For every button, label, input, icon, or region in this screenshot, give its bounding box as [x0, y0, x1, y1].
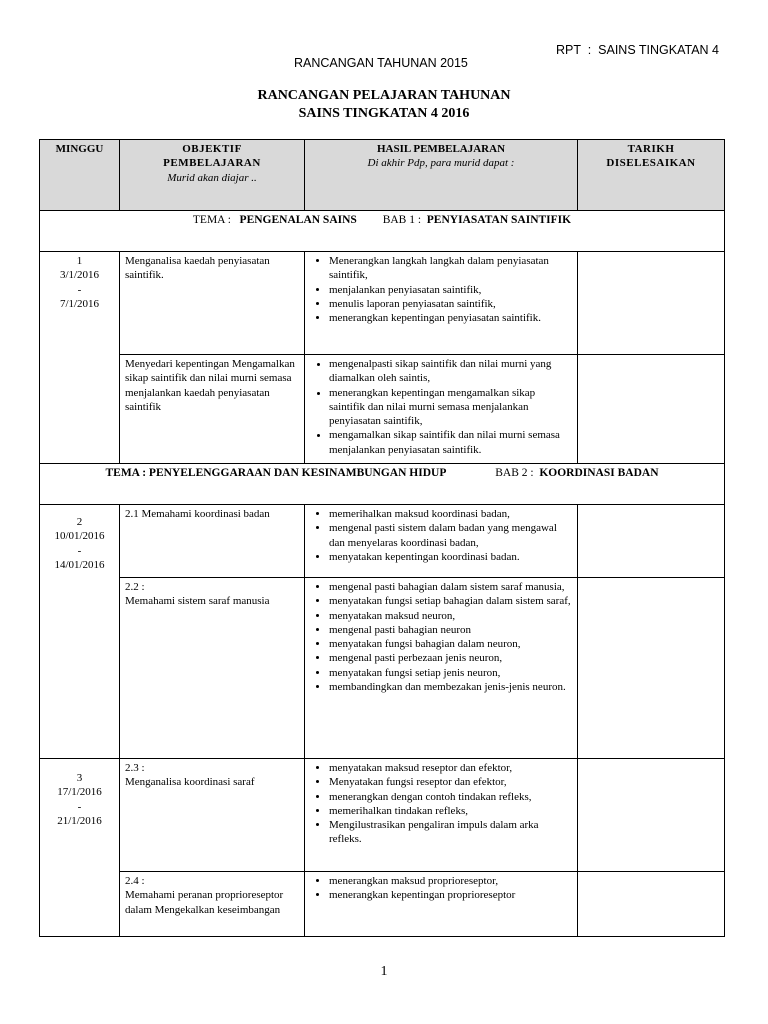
theme-cell: TEMA : PENYELENGGARAAN DAN KESINAMBUNGAN HIDUP BAB 2 : KOORDINASI BADAN [40, 464, 725, 505]
list-item: • menerangkan dengan contoh tindakan refleks, [329, 790, 572, 804]
outcome-cell [305, 505, 578, 578]
list-item: • mengenal pasti perbezaan jenis neuron, [329, 651, 572, 665]
completion-date-cell [578, 872, 725, 937]
header-tarikh: TARIKH DISELESAIKAN [578, 140, 725, 211]
completion-date-cell [578, 759, 725, 872]
list-item: • menyatakan fungsi setiap jenis neuron, [329, 666, 572, 680]
objective-cell: Menganalisa kaedah penyiasatan saintifik. [120, 252, 305, 355]
lesson-plan-table [39, 139, 725, 937]
table-row [40, 872, 725, 937]
outcome-cell [305, 872, 578, 937]
header-objektif: OBJEKTIF PEMBELAJARAN Murid akan diajar .. [120, 140, 305, 211]
week-cell: 1 3/1/2016 - 7/1/2016 [40, 252, 120, 464]
outcome-list [310, 507, 572, 564]
document-code: RPT : SAINS TINGKATAN 4 [556, 43, 720, 57]
list-item: • menyatakan fungsi setiap bahagian dalam sistem saraf, [329, 594, 572, 608]
objective-cell: 2.3 : Menganalisa koordinasi saraf [120, 759, 305, 872]
objective-cell: Menyedari kepentingan Mengamalkan sikap saintifik dan nilai murni semasa menjalankan kaedah penyiasatan saintifik [120, 355, 305, 464]
table-header-row [40, 140, 725, 211]
list-item: • menyatakan maksud neuron, [329, 609, 572, 623]
list-item: • menyatakan fungsi bahagian dalam neuron, [329, 637, 572, 651]
list-item: • mengenal pasti sistem dalam badan yang mengawal dan menyelaras koordinasi badan, [329, 521, 572, 550]
objective-cell: 2.4 : Memahami peranan proprioreseptor dalam Mengekalkan keseimbangan [120, 872, 305, 937]
list-item: • menerangkan maksud proprioreseptor, [329, 874, 572, 888]
theme-row [40, 211, 725, 252]
table-row [40, 759, 725, 872]
list-item: • memerihalkan tindakan refleks, [329, 804, 572, 818]
list-item: • membandingkan dan membezakan jenis-jenis neuron. [329, 680, 572, 694]
list-item: • mengenal pasti bahagian neuron [329, 623, 572, 637]
completion-date-cell [578, 505, 725, 578]
table-row [40, 578, 725, 759]
list-item: • menerangkan kepentingan penyiasatan saintifik. [329, 311, 572, 325]
outcome-cell [305, 578, 578, 759]
completion-date-cell [578, 252, 725, 355]
list-item: • menulis laporan penyiasatan saintifik, [329, 297, 572, 311]
list-item: • menjalankan penyiasatan saintifik, [329, 283, 572, 297]
list-item: • menerangkan kepentingan mengamalkan sikap saintifik dan nilai murni semasa menjalankan penyiasatan saintifik, [329, 386, 572, 429]
list-item: • Menyatakan fungsi reseptor dan efektor, [329, 775, 572, 789]
outcome-list [310, 357, 572, 457]
document-subtitle: SAINS TINGKATAN 4 2016 [298, 106, 470, 121]
outcome-cell [305, 252, 578, 355]
theme-row [40, 464, 725, 505]
list-item: • mengenal pasti bahagian dalam sistem saraf manusia, [329, 580, 572, 594]
list-item: • menerangkan kepentingan proprioreseptor [329, 888, 572, 902]
table-row [40, 252, 725, 355]
objective-cell: 2.2 : Memahami sistem saraf manusia [120, 578, 305, 759]
list-item: • Mengilustrasikan pengaliran impuls dalam arka refleks. [329, 818, 572, 847]
outcome-cell [305, 759, 578, 872]
completion-date-cell [578, 355, 725, 464]
outcome-cell [305, 355, 578, 464]
document-title: RANCANGAN PELAJARAN TAHUNAN [257, 88, 511, 103]
header-minggu: MINGGU [40, 140, 120, 211]
plan-year-label: RANCANGAN TAHUNAN 2015 [294, 56, 468, 70]
week-cell: 3 17/1/2016 - 21/1/2016 [40, 759, 120, 937]
outcome-list [310, 761, 572, 847]
objective-cell: 2.1 Memahami koordinasi badan [120, 505, 305, 578]
outcome-list [310, 874, 572, 903]
page-number: 1 [380, 964, 388, 979]
week-cell: 2 10/01/2016 - 14/01/2016 [40, 505, 120, 759]
list-item: • mengenalpasti sikap saintifik dan nilai murni yang diamalkan oleh saintis, [329, 357, 572, 386]
completion-date-cell [578, 578, 725, 759]
theme-cell: TEMA : PENGENALAN SAINS BAB 1 : PENYIASATAN SAINTIFIK [40, 211, 725, 252]
table-row [40, 355, 725, 464]
table-row [40, 505, 725, 578]
list-item: • menyatakan maksud reseptor dan efektor, [329, 761, 572, 775]
header-hasil: HASIL PEMBELAJARAN Di akhir Pdp, para murid dapat : [305, 140, 578, 211]
list-item: • Menerangkan langkah langkah dalam penyiasatan saintifik, [329, 254, 572, 283]
list-item: • mengamalkan sikap saintifik dan nilai murni semasa menjalankan penyiasatan saintifik. [329, 428, 572, 457]
outcome-list [310, 254, 572, 325]
list-item: • menyatakan kepentingan koordinasi badan. [329, 550, 572, 564]
list-item: • memerihalkan maksud koordinasi badan, [329, 507, 572, 521]
outcome-list [310, 580, 572, 694]
